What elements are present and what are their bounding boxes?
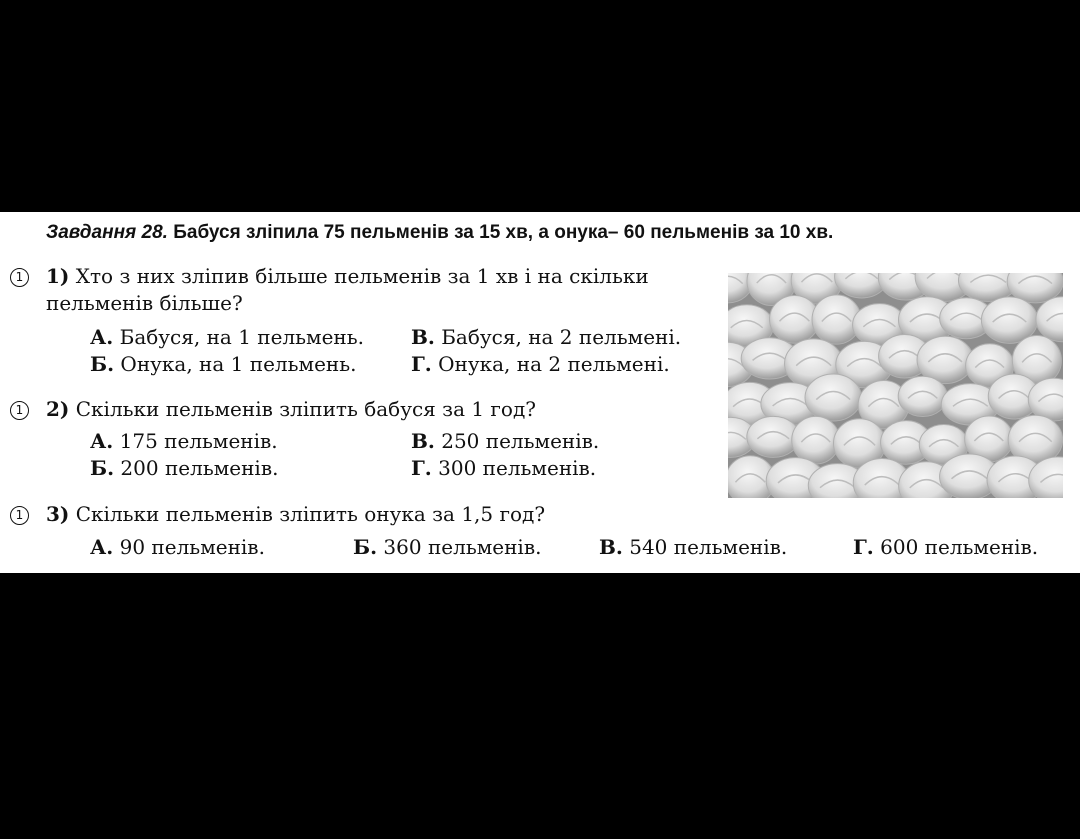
option-1g[interactable] (411, 351, 670, 378)
question-number: 2) (46, 397, 70, 421)
task-heading (46, 222, 833, 244)
option-text: Бабуся, на 1 пельмень. (119, 325, 365, 349)
question-number: 3) (46, 502, 70, 526)
option-text: 300 пельменів. (438, 456, 597, 480)
option-letter: А. (90, 535, 114, 559)
option-letter: Г. (411, 352, 432, 376)
option-letter: Г. (411, 456, 432, 480)
option-letter: Б. (90, 352, 115, 376)
option-3b[interactable] (353, 534, 541, 561)
score-mark-icon: 1 (10, 506, 29, 525)
option-text: 175 пельменів. (119, 429, 278, 453)
option-letter: В. (411, 429, 435, 453)
task-number: Завдання 28. (46, 222, 168, 243)
option-text: 540 пельменів. (629, 535, 788, 559)
option-2g[interactable] (411, 455, 596, 482)
option-text: 360 пельменів. (383, 535, 542, 559)
option-2a[interactable] (90, 428, 278, 455)
dumpling-shape (792, 416, 840, 464)
option-text: 90 пельменів. (119, 535, 265, 559)
option-text: 200 пельменів. (120, 456, 279, 480)
option-letter: Б. (90, 456, 115, 480)
task-sheet (0, 212, 1080, 573)
option-letter: В. (599, 535, 623, 559)
option-text: 250 пельменів. (441, 429, 600, 453)
dumpling-shape (898, 376, 947, 416)
option-3a[interactable] (90, 534, 265, 561)
option-letter: А. (90, 325, 114, 349)
option-text: 600 пельменів. (880, 535, 1039, 559)
option-letter: Г. (853, 535, 874, 559)
score-mark-icon: 1 (10, 268, 29, 287)
option-letter: Б. (353, 535, 378, 559)
option-letter: В. (411, 325, 435, 349)
question-3 (46, 501, 545, 528)
question-number: 1) (46, 264, 70, 288)
option-2b[interactable] (90, 455, 278, 482)
question-text: Хто з них зліпив більше пельменів за 1 хв і на скільки пельменів більше? (46, 264, 649, 315)
option-1v[interactable] (411, 324, 681, 351)
question-text: Скільки пельменів зліпить онука за 1,5 год? (75, 502, 546, 526)
dumpling-shape (805, 374, 861, 421)
option-3v[interactable] (599, 534, 787, 561)
option-text: Онука, на 1 пельмень. (120, 352, 357, 376)
option-letter: А. (90, 429, 114, 453)
question-2 (46, 396, 536, 423)
option-text: Бабуся, на 2 пельмені. (441, 325, 682, 349)
score-mark-icon: 1 (10, 401, 29, 420)
option-1b[interactable] (90, 351, 356, 378)
option-1a[interactable] (90, 324, 364, 351)
task-text: Бабуся зліпила 75 пельменів за 15 хв, а онука– 60 пельменів за 10 хв. (173, 222, 834, 243)
question-1 (46, 263, 716, 317)
dumplings-photo-icon (728, 273, 1063, 498)
option-text: Онука, на 2 пельмені. (438, 352, 670, 376)
option-3g[interactable] (853, 534, 1038, 561)
option-2v[interactable] (411, 428, 599, 455)
question-text: Скільки пельменів зліпить бабуся за 1 год? (75, 397, 536, 421)
